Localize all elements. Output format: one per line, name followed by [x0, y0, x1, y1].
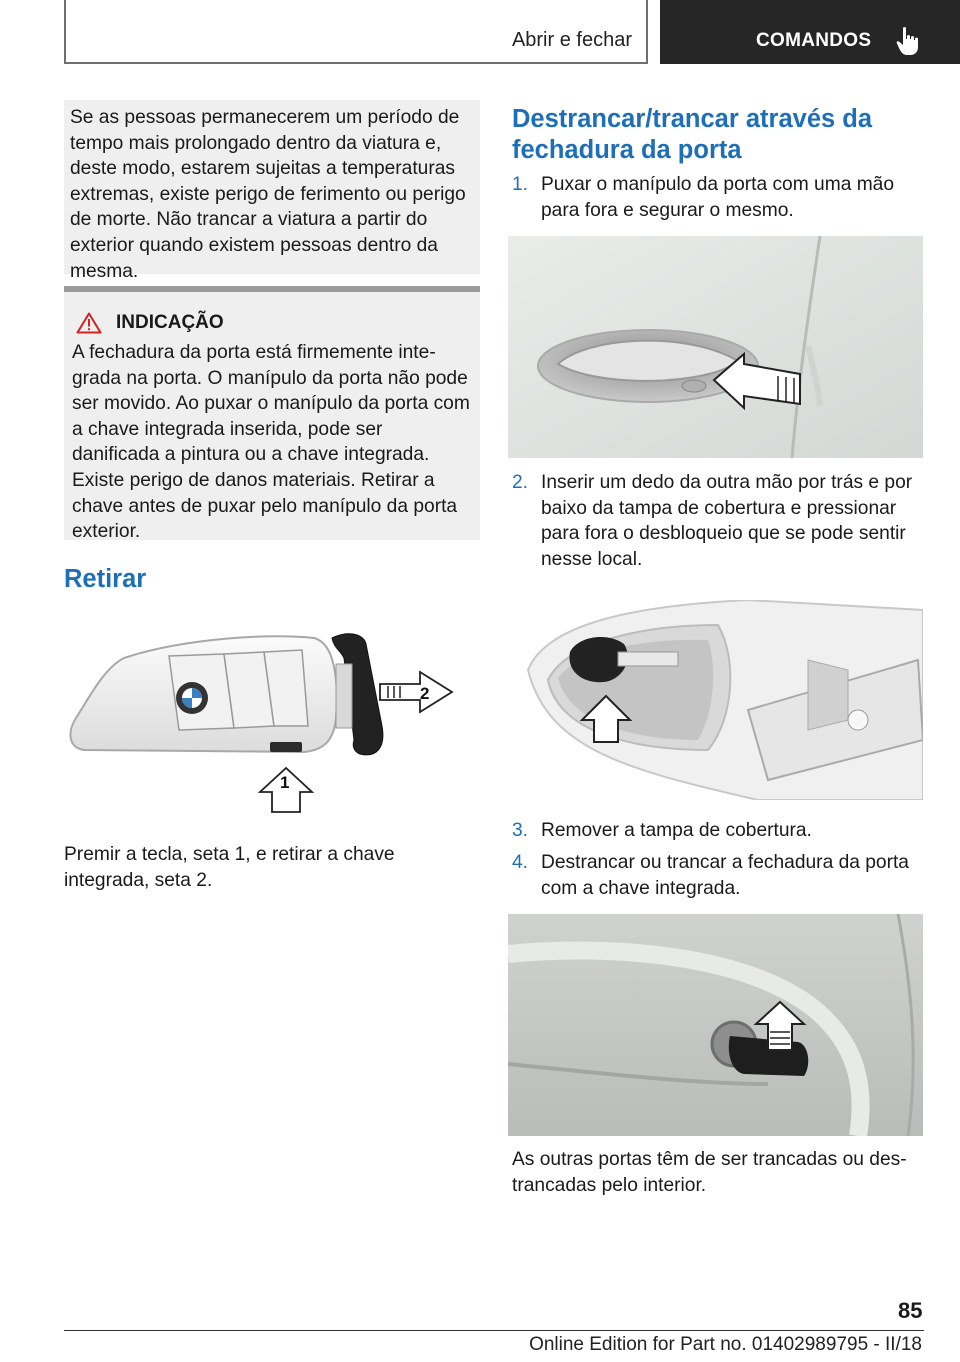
notice-text: A fechadura da porta está firmemente integrada na porta. O manípulo da porta não pode ser movido. Ao puxar o manípulo da porta com a chave integrada inserida, pode ser danificada a pintura ou a chave integrada. Existe perigo de danos materiais. Retirar a chave antes de puxar pelo manípulo da porta exterior. [72, 342, 470, 543]
step-text: Puxar o manípulo da porta com uma mão para fora e segurar o mesmo. [541, 174, 895, 221]
figure-label-2: 2 [420, 684, 430, 703]
step-text: Remover a tampa de cobertura. [541, 820, 812, 841]
header-section-tab [64, 0, 648, 64]
retirar-heading: Retirar [64, 565, 147, 593]
step-number: 3. [512, 820, 529, 841]
header-section-title: Abrir e fechar [511, 29, 632, 51]
step-4 [512, 850, 922, 901]
figure-label-1: 1 [280, 773, 290, 792]
step-2 [512, 470, 922, 572]
step-text: Inserir um dedo da outra mão por trás e por baixo da tampa de cobertura e pressionar para fora o desbloqueio que se pode sentir nesse local. [541, 472, 913, 570]
footer-edition: Online Edition for Part no. 01402989795 - II/18 [529, 1334, 922, 1355]
final-text: As outras portas têm de ser trancadas ou destrancadas pelo interior. [512, 1149, 907, 1196]
retirar-text: Premir a tecla, seta 1, e retirar a chave integrada, seta 2. [64, 844, 395, 891]
notice-header [72, 312, 473, 334]
header-chapter-tab [660, 0, 960, 64]
step-number: 1. [512, 174, 529, 195]
header-chapter-title: COMANDOS [756, 30, 872, 51]
step-3 [512, 818, 922, 844]
warning-continuation-box [64, 100, 480, 282]
key-in-lock-photo [508, 914, 923, 1136]
warning-triangle-icon [76, 312, 102, 334]
hand-pointer-icon [896, 26, 922, 56]
cover-cap-photo [508, 600, 923, 800]
notice-box [64, 286, 480, 543]
step-number: 4. [512, 852, 529, 873]
warning-continuation-text: Se as pessoas permanecerem um período de tempo mais prolongado dentro da viatura e, deste modo, estarem sujeitas a temperaturas extremas, existe perigo de ferimento ou perigo de morte. Não trancar a viatura a partir do exterior quando existem pessoas dentro da mesma. [70, 107, 466, 282]
page-number: 85 [898, 1298, 923, 1323]
notice-title: INDICAÇÃO [116, 312, 224, 333]
step-number: 2. [512, 472, 529, 493]
door-handle-photo [508, 236, 923, 458]
key-removal-figure [64, 628, 480, 818]
step-1 [512, 172, 922, 223]
footer-divider [64, 1330, 924, 1331]
step-text: Destrancar ou trancar a fechadura da porta com a chave integrada. [541, 852, 909, 899]
door-lock-heading: Destrancar/trancar através da fechadura da porta [512, 105, 873, 164]
